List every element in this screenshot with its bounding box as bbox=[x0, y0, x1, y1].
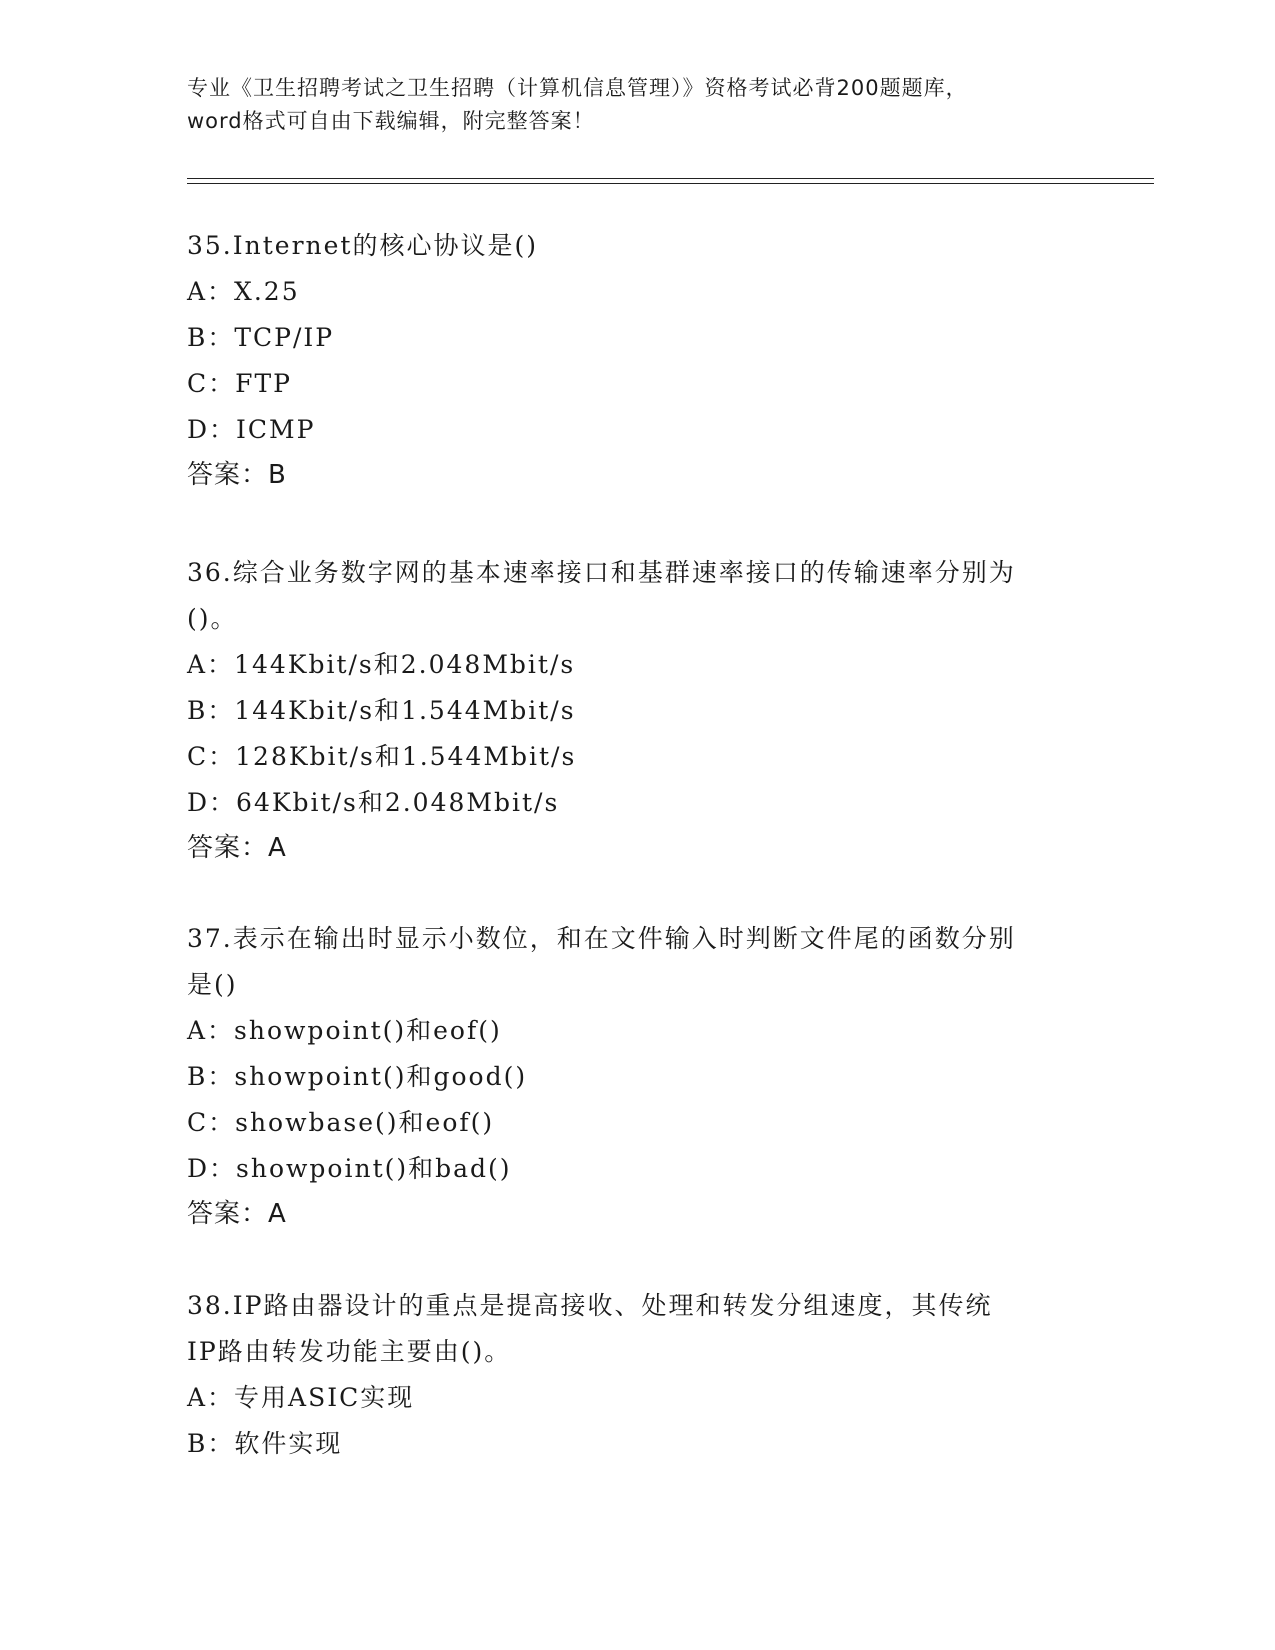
option-b: B：showpoint()和good() bbox=[187, 1062, 528, 1091]
question-38 bbox=[187, 1283, 1087, 1467]
option-b: B：TCP/IP bbox=[187, 323, 335, 352]
option-d: D：showpoint()和bad() bbox=[187, 1154, 512, 1183]
document-header bbox=[187, 72, 1087, 138]
question-stem: 36.综合业务数字网的基本速率接口和基群速率接口的传输速率分别为 bbox=[187, 558, 1016, 587]
question-stem-continued: IP路由转发功能主要由()。 bbox=[187, 1337, 512, 1366]
question-stem-continued: 是() bbox=[187, 970, 238, 999]
answer: 答案：A bbox=[187, 1199, 287, 1229]
question-stem: 38.IP路由器设计的重点是提高接收、处理和转发分组速度，其传统 bbox=[187, 1291, 993, 1320]
option-b: B：软件实现 bbox=[187, 1429, 343, 1458]
header-line-1: 专业《卫生招聘考试之卫生招聘（计算机信息管理）》资格考试必背200题题库， bbox=[187, 76, 968, 100]
option-a: A：144Kbit/s和2.048Mbit/s bbox=[187, 650, 576, 679]
option-a: A：showpoint()和eof() bbox=[187, 1016, 502, 1045]
option-d: D：64Kbit/s和2.048Mbit/s bbox=[187, 788, 560, 817]
question-stem: 37.表示在输出时显示小数位，和在文件输入时判断文件尾的函数分别 bbox=[187, 924, 1016, 953]
option-d: D：ICMP bbox=[187, 415, 316, 444]
option-a: A：专用ASIC实现 bbox=[187, 1383, 415, 1412]
header-divider-bottom bbox=[187, 183, 1154, 184]
option-c: C：FTP bbox=[187, 369, 292, 398]
question-35 bbox=[187, 223, 1087, 497]
option-a: A：X.25 bbox=[187, 277, 300, 306]
answer: 答案：B bbox=[187, 460, 287, 490]
question-36 bbox=[187, 550, 1087, 870]
header-line-2: word格式可自由下载编辑，附完整答案！ bbox=[187, 109, 595, 133]
option-c: C：showbase()和eof() bbox=[187, 1108, 495, 1137]
option-b: B：144Kbit/s和1.544Mbit/s bbox=[187, 696, 576, 725]
answer: 答案：A bbox=[187, 833, 287, 863]
option-c: C：128Kbit/s和1.544Mbit/s bbox=[187, 742, 577, 771]
question-stem-continued: ()。 bbox=[187, 604, 238, 633]
question-37 bbox=[187, 916, 1087, 1236]
question-stem: 35.Internet的核心协议是() bbox=[187, 231, 538, 260]
header-divider-top bbox=[187, 178, 1154, 179]
